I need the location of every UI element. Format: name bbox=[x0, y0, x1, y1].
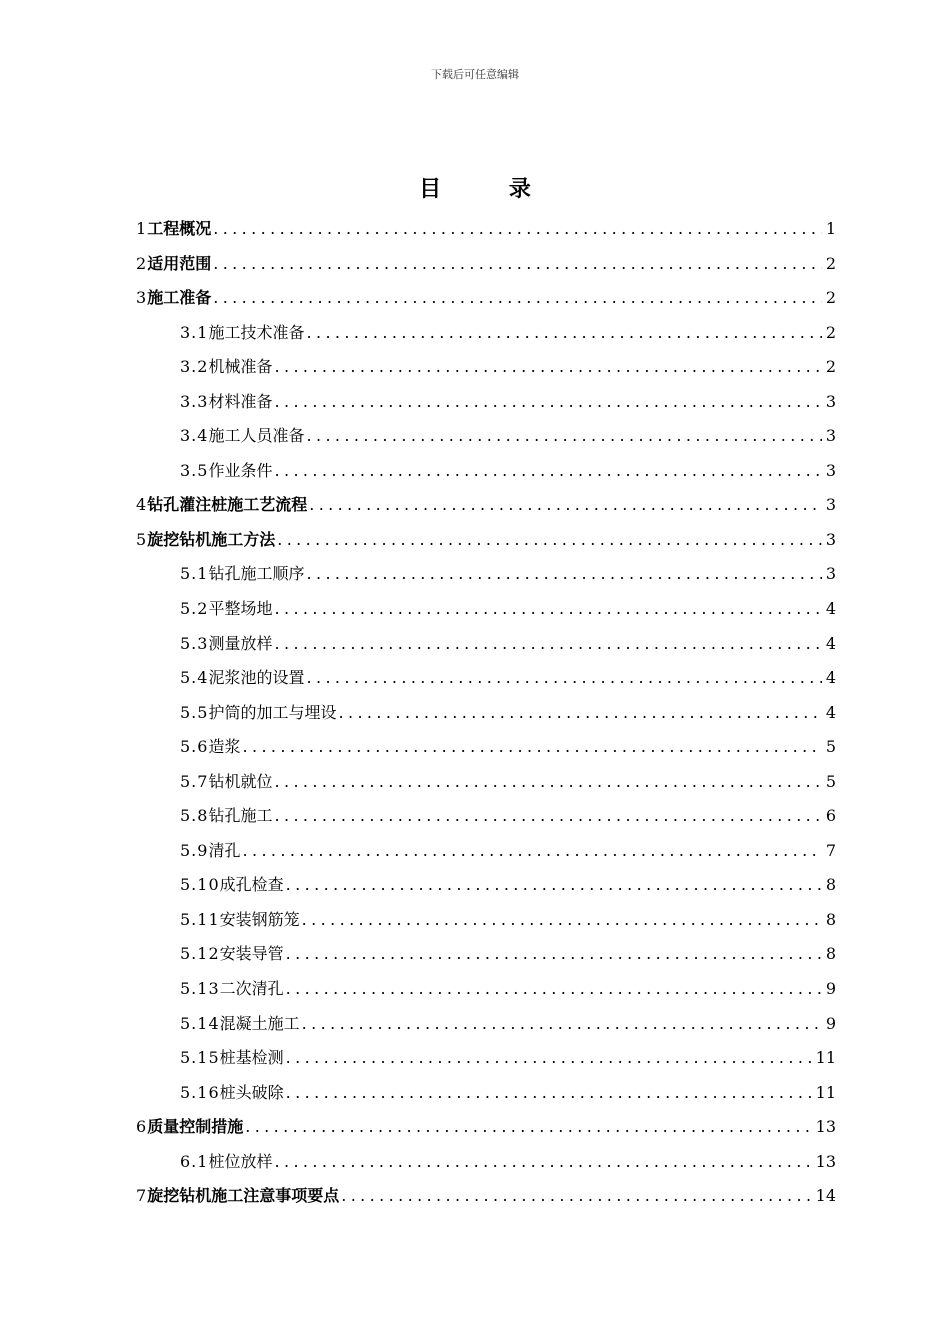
toc-entry-number: 5 bbox=[136, 529, 148, 549]
toc-entry[interactable] bbox=[136, 1007, 836, 1042]
toc-dot-leader bbox=[338, 696, 821, 731]
toc-entry[interactable] bbox=[136, 247, 836, 282]
toc-dot-leader bbox=[213, 281, 822, 316]
toc-entry[interactable] bbox=[136, 212, 836, 247]
toc-entry-label: 清孔 bbox=[208, 840, 241, 860]
toc-entry-number: 5.7 bbox=[180, 771, 209, 791]
toc-entry-page: 3 bbox=[825, 564, 836, 584]
toc-entry-page: 5 bbox=[825, 771, 836, 791]
toc-entry-label: 旋挖钻机施工注意事项要点 bbox=[147, 1186, 340, 1206]
toc-entry[interactable] bbox=[136, 834, 836, 869]
toc-entry[interactable] bbox=[136, 765, 836, 800]
toc-entry[interactable] bbox=[136, 1179, 836, 1214]
toc-entry-label: 作业条件 bbox=[208, 460, 273, 480]
toc-entry-label: 旋挖钻机施工方法 bbox=[147, 529, 276, 549]
toc-dot-leader bbox=[274, 350, 821, 385]
toc-entry-label: 工程概况 bbox=[147, 219, 212, 238]
toc-dot-leader bbox=[286, 868, 822, 903]
toc-entry[interactable] bbox=[136, 903, 836, 938]
toc-entry-number: 5.5 bbox=[180, 702, 209, 722]
toc-entry-number: 5.16 bbox=[180, 1082, 220, 1102]
toc-entry-page: 2 bbox=[825, 357, 836, 377]
toc-entry-page: 4 bbox=[825, 668, 836, 688]
toc-entry-number: 6 bbox=[136, 1117, 148, 1137]
toc-dot-leader bbox=[306, 557, 821, 592]
toc-entry[interactable] bbox=[136, 488, 836, 523]
toc-entry-label: 施工技术准备 bbox=[208, 322, 305, 342]
toc-dot-leader bbox=[245, 1110, 811, 1145]
toc-entry-page: 1 bbox=[825, 219, 836, 238]
toc-entry-label: 安装导管 bbox=[219, 944, 284, 964]
toc-entry-label: 二次清孔 bbox=[219, 979, 284, 999]
toc-dot-leader bbox=[277, 523, 822, 558]
toc-entry-number: 5.2 bbox=[180, 599, 209, 619]
toc-entry-label: 钻孔施工 bbox=[208, 806, 273, 826]
toc-entry-page: 4 bbox=[825, 702, 836, 722]
toc-entry-label: 桩基检测 bbox=[219, 1048, 284, 1068]
toc-entry-label: 造浆 bbox=[208, 737, 241, 757]
toc-entry-number: 4 bbox=[136, 495, 148, 515]
toc-entry[interactable] bbox=[136, 419, 836, 454]
toc-dot-leader bbox=[286, 972, 822, 1007]
toc-entry[interactable] bbox=[136, 868, 836, 903]
toc-dot-leader bbox=[306, 419, 821, 454]
toc-entry-label: 测量放样 bbox=[208, 633, 273, 653]
toc-dot-leader bbox=[274, 385, 821, 420]
toc-entry-page: 3 bbox=[825, 529, 836, 549]
toc-entry-label: 混凝土施工 bbox=[219, 1013, 300, 1033]
toc-entry[interactable] bbox=[136, 316, 836, 351]
toc-entry-label: 机械准备 bbox=[208, 357, 273, 377]
toc-dot-leader bbox=[302, 1007, 822, 1042]
toc-entry-page: 8 bbox=[825, 875, 836, 895]
toc-dot-leader bbox=[242, 834, 821, 869]
toc-entry-label: 质量控制措施 bbox=[147, 1117, 244, 1137]
toc-entry-label: 钻孔施工顺序 bbox=[208, 564, 305, 584]
toc-entry-page: 8 bbox=[825, 909, 836, 929]
toc-entry-page: 9 bbox=[825, 979, 836, 999]
toc-entry-page: 7 bbox=[825, 840, 836, 860]
toc-entry-label: 平整场地 bbox=[208, 599, 273, 619]
toc-entry[interactable] bbox=[136, 696, 836, 731]
toc-entry[interactable] bbox=[136, 281, 836, 316]
toc-entry-page: 4 bbox=[825, 599, 836, 619]
toc-entry-page: 11 bbox=[815, 1082, 836, 1102]
toc-dot-leader bbox=[302, 903, 822, 938]
toc-entry[interactable] bbox=[136, 523, 836, 558]
toc-entry-number: 5.6 bbox=[180, 737, 209, 757]
toc-entry-page: 3 bbox=[825, 426, 836, 446]
header-note: 下载后可任意编辑 bbox=[431, 68, 519, 81]
toc-entry[interactable] bbox=[136, 592, 836, 627]
toc-entry[interactable] bbox=[136, 350, 836, 385]
toc-entry-label: 桩位放样 bbox=[208, 1151, 273, 1171]
toc-entry-page: 3 bbox=[825, 460, 836, 480]
toc-dot-leader bbox=[286, 1041, 812, 1076]
toc-entry-number: 6.1 bbox=[180, 1151, 209, 1171]
toc-entry-label: 钻孔灌注桩施工艺流程 bbox=[147, 495, 308, 515]
toc-entry[interactable] bbox=[136, 972, 836, 1007]
toc-entry[interactable] bbox=[136, 937, 836, 972]
toc-entry-page: 5 bbox=[825, 737, 836, 757]
toc-entry[interactable] bbox=[136, 385, 836, 420]
toc-dot-leader bbox=[306, 316, 821, 351]
toc-dot-leader bbox=[286, 937, 822, 972]
toc-entry-number: 5.3 bbox=[180, 633, 209, 653]
toc-entry-page: 2 bbox=[825, 288, 836, 308]
toc-dot-leader bbox=[274, 765, 821, 800]
toc-dot-leader bbox=[274, 454, 821, 489]
toc-entry-number: 1 bbox=[136, 219, 148, 238]
toc-entry-number: 5.13 bbox=[180, 979, 220, 999]
toc-entry[interactable] bbox=[136, 1110, 836, 1145]
toc-entry-label: 施工准备 bbox=[147, 288, 212, 308]
toc-entry[interactable] bbox=[136, 1076, 836, 1111]
toc-entry-page: 2 bbox=[825, 253, 836, 273]
toc-entry-page: 3 bbox=[825, 495, 836, 515]
toc-entry-page: 6 bbox=[825, 806, 836, 826]
toc-dot-leader bbox=[274, 1145, 811, 1180]
toc-entry-page: 9 bbox=[825, 1013, 836, 1033]
toc-dot-leader bbox=[306, 661, 821, 696]
toc-entry-label: 泥浆池的设置 bbox=[208, 668, 305, 688]
toc-entry-number: 7 bbox=[136, 1186, 148, 1206]
toc-entry[interactable] bbox=[136, 1145, 836, 1180]
toc-dot-leader bbox=[274, 799, 821, 834]
toc-entry-number: 3.3 bbox=[180, 391, 209, 411]
toc-entry-number: 2 bbox=[136, 253, 148, 273]
toc-dot-leader bbox=[341, 1179, 811, 1214]
toc-entry-label: 成孔检查 bbox=[219, 875, 284, 895]
toc-entry-label: 安装钢筋笼 bbox=[219, 909, 300, 929]
toc-entry-number: 3 bbox=[136, 288, 148, 308]
toc-entry-page: 3 bbox=[825, 391, 836, 411]
toc-entry-page: 2 bbox=[825, 322, 836, 342]
toc-entry-number: 5.4 bbox=[180, 668, 209, 688]
toc-entry-number: 3.5 bbox=[180, 460, 209, 480]
toc-entry-label: 施工人员准备 bbox=[208, 426, 305, 446]
page-title: 目 录 bbox=[419, 177, 561, 202]
toc-dot-leader bbox=[274, 627, 821, 662]
toc-entry-number: 5.15 bbox=[180, 1048, 220, 1068]
toc-entry[interactable] bbox=[136, 661, 836, 696]
toc-dot-leader bbox=[213, 212, 822, 247]
toc-entry-page: 13 bbox=[815, 1117, 836, 1137]
toc-entry-page: 13 bbox=[815, 1151, 836, 1171]
toc-entry[interactable] bbox=[136, 557, 836, 592]
toc-entry-page: 14 bbox=[815, 1186, 836, 1206]
toc-entry-label: 适用范围 bbox=[147, 253, 212, 273]
toc-entry[interactable] bbox=[136, 454, 836, 489]
toc-dot-leader bbox=[213, 247, 822, 282]
toc-dot-leader bbox=[274, 592, 821, 627]
toc-entry-number: 3.2 bbox=[180, 357, 209, 377]
toc-dot-leader bbox=[286, 1076, 812, 1111]
toc-entry-label: 桩头破除 bbox=[219, 1082, 284, 1102]
toc-entry-number: 3.1 bbox=[180, 322, 209, 342]
toc-entry[interactable] bbox=[136, 799, 836, 834]
toc-entry-number: 5.12 bbox=[180, 944, 220, 964]
toc-entry[interactable] bbox=[136, 627, 836, 662]
toc-entry-number: 5.10 bbox=[180, 875, 220, 895]
toc-dot-leader bbox=[242, 730, 821, 765]
toc-entry-label: 护筒的加工与埋设 bbox=[208, 702, 337, 722]
toc-entry-number: 5.9 bbox=[180, 840, 209, 860]
toc-entry-page: 11 bbox=[815, 1048, 836, 1068]
toc-entry-number: 3.4 bbox=[180, 426, 209, 446]
table-of-contents bbox=[136, 212, 836, 1214]
toc-entry-page: 4 bbox=[825, 633, 836, 653]
toc-entry-label: 钻机就位 bbox=[208, 771, 273, 791]
toc-entry-page: 8 bbox=[825, 944, 836, 964]
toc-entry-number: 5.14 bbox=[180, 1013, 220, 1033]
toc-entry-number: 5.11 bbox=[180, 909, 220, 929]
toc-entry-number: 5.1 bbox=[180, 564, 209, 584]
toc-entry[interactable] bbox=[136, 1041, 836, 1076]
toc-entry-number: 5.8 bbox=[180, 806, 209, 826]
toc-entry[interactable] bbox=[136, 730, 836, 765]
toc-entry-label: 材料准备 bbox=[208, 391, 273, 411]
toc-dot-leader bbox=[309, 488, 822, 523]
